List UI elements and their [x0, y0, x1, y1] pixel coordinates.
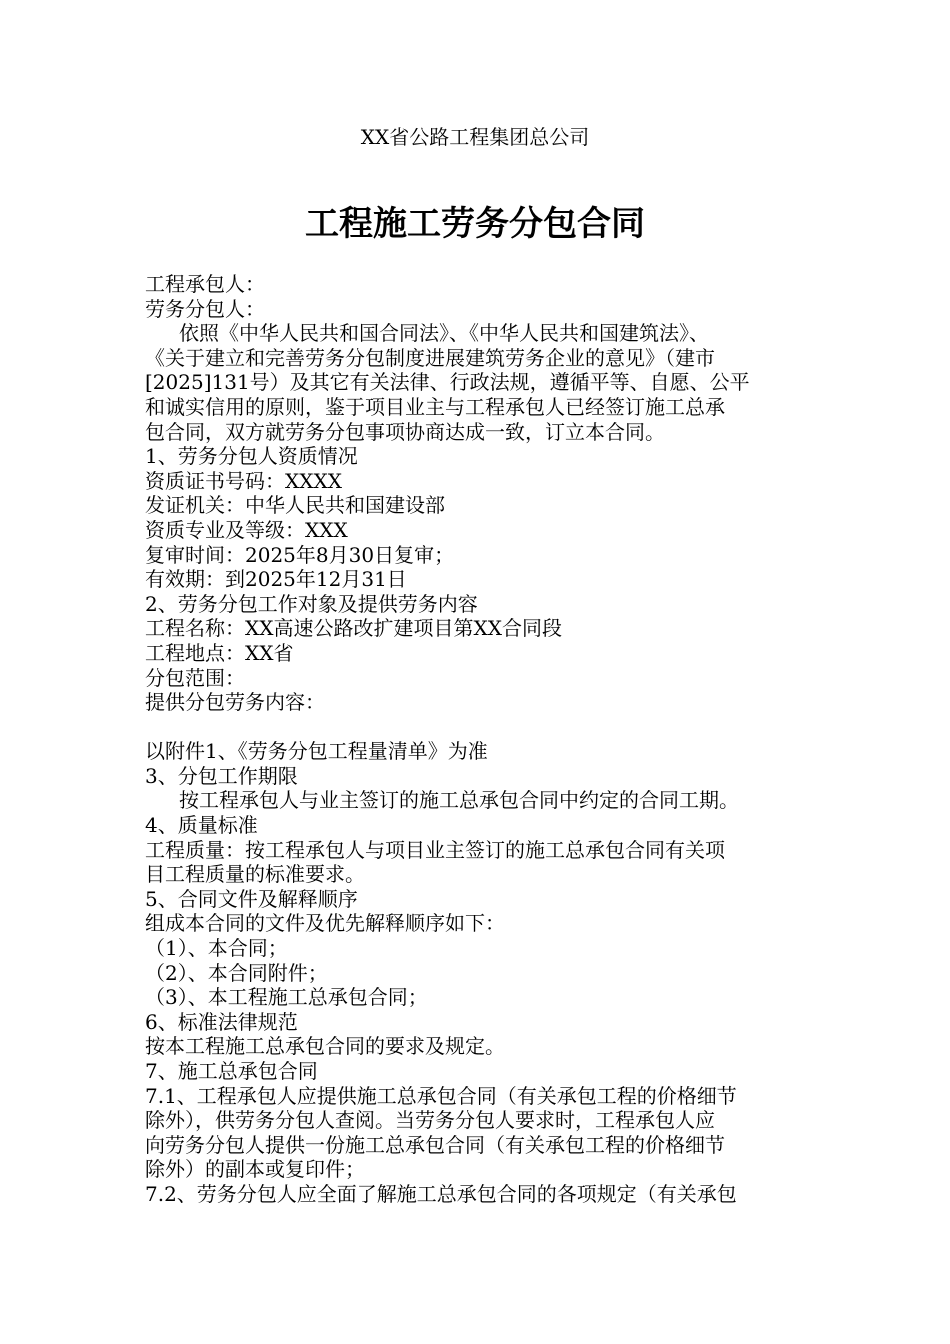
text-line: 向劳务分包人提供一份施工总承包合同（有关承包工程的价格细节 — [145, 1132, 725, 1157]
contract-body — [145, 272, 807, 1207]
preamble-line: 包合同，双方就劳务分包事项协商达成一致，订立本合同。 — [145, 419, 665, 444]
list-item: （3）、本工程施工总承包合同； — [145, 985, 428, 1010]
text-line: 工程地点：XX省 — [145, 640, 294, 665]
section-heading: 5、合同文件及解释顺序 — [145, 886, 358, 911]
contract-title: 工程施工劳务分包合同 — [305, 204, 645, 244]
subcontractor-line: 劳务分包人： — [145, 296, 265, 321]
text-line: 组成本合同的文件及优先解释顺序如下： — [145, 911, 505, 936]
section-heading: 7、施工总承包合同 — [145, 1059, 318, 1083]
section-heading: 2、劳务分包工作对象及提供劳务内容 — [145, 591, 478, 616]
preamble-line: 《关于建立和完善劳务分包制度进展建筑劳务企业的意见》（建市 — [145, 345, 715, 370]
text-line: 发证机关：中华人民共和国建设部 — [145, 493, 445, 518]
contractor-line: 工程承包人： — [145, 272, 265, 296]
list-item: （1）、本合同； — [145, 936, 288, 961]
section-heading: 4、质量标准 — [145, 813, 258, 838]
text-line: 提供分包劳务内容： — [145, 690, 325, 715]
text-line: 资质证书号码：XXXX — [145, 468, 342, 493]
text-line: 资质专业及等级：XXX — [145, 517, 348, 542]
text-line: 按工程承包人与业主签订的施工总承包合同中约定的合同工期。 — [179, 788, 739, 813]
text-line: 以附件1、《劳务分包工程量清单》为准 — [145, 739, 488, 764]
section-heading: 6、标准法律规范 — [145, 1009, 298, 1034]
text-line: 7.2、劳务分包人应全面了解施工总承包合同的各项规定（有关承包 — [145, 1181, 737, 1206]
text-line: 目工程质量的标准要求。 — [145, 862, 365, 887]
text-line: 有效期：到2025年12月31日 — [145, 567, 407, 592]
text-line: 7.1、工程承包人应提供施工总承包合同（有关承包工程的价格细节 — [145, 1083, 737, 1108]
list-item: （2）、本合同附件； — [145, 960, 328, 985]
text-line: 复审时间：2025年8月30日复审； — [145, 542, 455, 567]
section-heading: 1、劳务分包人资质情况 — [145, 444, 358, 469]
preamble-line: 和诚实信用的原则，鉴于项目业主与工程承包人已经签订施工总承 — [145, 394, 725, 419]
section-heading: 3、分包工作期限 — [145, 763, 298, 788]
text-line: 工程名称：XX高速公路改扩建项目第XX合同段 — [145, 616, 562, 641]
preamble-line: [2025]131号）及其它有关法律、行政法规，遵循平等、自愿、公平 — [145, 370, 750, 395]
text-line: 除外），供劳务分包人查阅。当劳务分包人要求时，工程承包人应 — [145, 1108, 715, 1133]
blank-line — [145, 715, 807, 740]
text-line: 工程质量：按工程承包人与项目业主签订的施工总承包合同有关项 — [145, 837, 725, 862]
company-name: XX省公路工程集团总公司 — [360, 125, 590, 149]
text-line: 除外）的副本或复印件； — [145, 1157, 365, 1182]
preamble-line: 依照《中华人民共和国合同法》、《中华人民共和国建筑法》、 — [179, 321, 709, 346]
text-line: 按本工程施工总承包合同的要求及规定。 — [145, 1034, 505, 1059]
text-line: 分包范围： — [145, 665, 245, 690]
